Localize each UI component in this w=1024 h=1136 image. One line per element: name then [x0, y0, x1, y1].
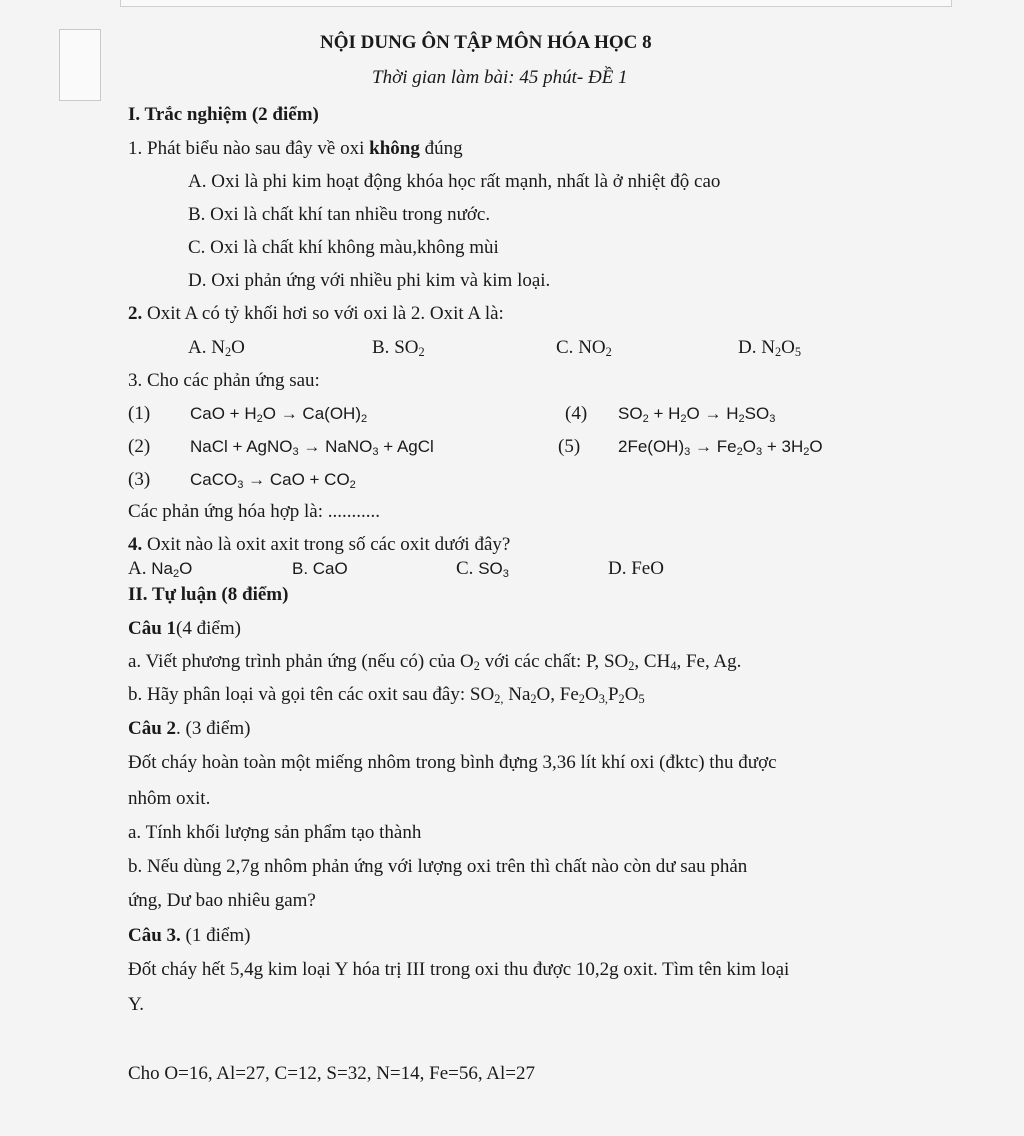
c2-title: [128, 718, 250, 740]
c2-title-rest: . (3 điểm): [176, 718, 251, 739]
q3-answer-line: Các phản ứng hóa hợp là: ...........: [128, 501, 380, 522]
reaction-5: $2Fe(OH)_3 \to Fe_2O_3 + 3H_2O$: [618, 437, 823, 458]
c3-paragraph-1: Đốt cháy hết 5,4g kim loại Y hóa trị III trong oxi thu được 10,2g oxit. Tìm tên kim loại: [128, 959, 790, 980]
side-box: [59, 29, 101, 101]
q1-text: [128, 138, 463, 160]
q2-d-label: D.: [738, 337, 757, 358]
q4-option-b: B. CaO: [292, 559, 348, 578]
c1-b-prefix: b. Hãy phân loại và gọi tên các oxit sau đây:: [128, 684, 466, 705]
atomic-masses-note: Cho O=16, Al=27, C=12, S=32, N=14, Fe=56, Al=27: [128, 1063, 536, 1084]
q2-text: [128, 303, 504, 325]
q3-label-5: (5): [558, 436, 581, 457]
c1-title-bold: Câu 1: [128, 618, 177, 639]
q3-label-2: (2): [128, 436, 151, 457]
q4-option-d: D. FeO: [608, 558, 664, 579]
c2-paragraph-1: Đốt cháy hoàn toàn một miếng nhôm trong bình đựng 3,36 lít khí oxi (đktc) thu được: [128, 752, 777, 773]
q4-a-label: A.: [128, 558, 147, 579]
q1-suffix: đúng: [424, 138, 463, 159]
reaction-1: CaO + $H_2O \to Ca(OH)_2$: [190, 404, 368, 425]
q1-bold: không: [369, 138, 420, 159]
q3-label-3: (3): [128, 469, 151, 490]
q2-c-label: C.: [556, 337, 574, 358]
q3-label-1: (1): [128, 403, 151, 424]
q2-num: 2.: [128, 303, 143, 324]
q2-option-b: B. $SO_2$: [372, 337, 425, 360]
c3-paragraph-2: Y.: [128, 994, 145, 1015]
q3-label-4: (4): [565, 403, 588, 424]
c3-title: [128, 925, 250, 947]
part1-heading: I. Trắc nghiệm (2 điểm): [128, 104, 319, 125]
q1-option-b: B. Oxi là chất khí tan nhiều trong nước.: [188, 204, 491, 225]
c1-part-a: a. Viết phương trình phản ứng (nếu có) của $O_2$ với các chất: P, $SO_2$, $CH_4$, Fe, Ag.: [128, 651, 742, 674]
q4-num: 4.: [128, 534, 143, 555]
q2-a-label: A.: [188, 337, 207, 358]
q4-option-c: C. $SO_3$: [456, 558, 509, 580]
q1-option-d: D. Oxi phản ứng với nhiều phi kim và kim loại.: [188, 270, 551, 291]
c2-paragraph-2: nhôm oxit.: [128, 788, 211, 809]
reaction-3: CaCO$_3$ → CaO + $CO_2$: [190, 470, 356, 491]
c2-part-b-1: b. Nếu dùng 2,7g nhôm phản ứng với lượng oxi trên thì chất nào còn dư sau phản: [128, 856, 748, 877]
reaction-4: $SO_2 + H_2O \to H_2SO_3$: [618, 404, 776, 425]
c1-a-prefix: a. Viết phương trình phản ứng (nếu có) của: [128, 651, 456, 672]
page-subtitle: Thời gian làm bài: 45 phút- ĐỀ 1: [372, 67, 628, 88]
q2-b-label: B.: [372, 337, 390, 358]
q2-option-a: A. $N_2O$: [188, 337, 245, 360]
q1-prefix: 1. Phát biểu nào sau đây về oxi: [128, 138, 365, 159]
c1-part-b: b. Hãy phân loại và gọi tên các oxit sau đây: $SO_{2,}$ $Na_2O$, $Fe_2O_{3,}P_2O_5$: [128, 684, 645, 707]
page-title: NỘI DUNG ÔN TẬP MÔN HÓA HỌC 8: [320, 32, 652, 53]
c3-title-bold: Câu 3.: [128, 925, 181, 946]
q4-body: Oxit nào là oxit axit trong số các oxit dưới đây?: [147, 534, 511, 555]
q2-option-d: D. $N_2O_5$: [738, 337, 802, 360]
part2-heading: II. Tự luận (8 điểm): [128, 584, 289, 605]
q1-option-c: C. Oxi là chất khí không màu,không mùi: [188, 237, 499, 258]
c1-a-mid: với các chất: P,: [484, 651, 600, 672]
c2-title-bold: Câu 2: [128, 718, 177, 739]
q3-text: 3. Cho các phản ứng sau:: [128, 370, 320, 391]
reaction-2: NaCl + AgNO$_3$ → NaNO$_3$ + AgCl: [190, 437, 434, 458]
q1-option-a: A. Oxi là phi kim hoạt động khóa học rất mạnh, nhất là ở nhiệt độ cao: [188, 171, 721, 192]
q4-c-label: C.: [456, 558, 474, 579]
q4-option-a: A. $Na_2O$: [128, 558, 193, 580]
q2-option-c: C. $NO_2$: [556, 337, 612, 360]
top-frame: [120, 0, 952, 7]
q4-text: [128, 534, 510, 556]
c2-part-b-2: ứng, Dư bao nhiêu gam?: [128, 890, 316, 911]
c3-title-rest: (1 điểm): [185, 925, 251, 946]
q2-body: Oxit A có tỷ khối hơi so với oxi là 2. Oxit A là:: [147, 303, 504, 324]
c2-part-a: a. Tính khối lượng sản phẩm tạo thành: [128, 822, 422, 843]
c1-title-rest: (4 điểm): [176, 618, 241, 639]
c1-title: [128, 618, 241, 640]
c1-a-end: , Fe, Ag.: [676, 651, 742, 672]
